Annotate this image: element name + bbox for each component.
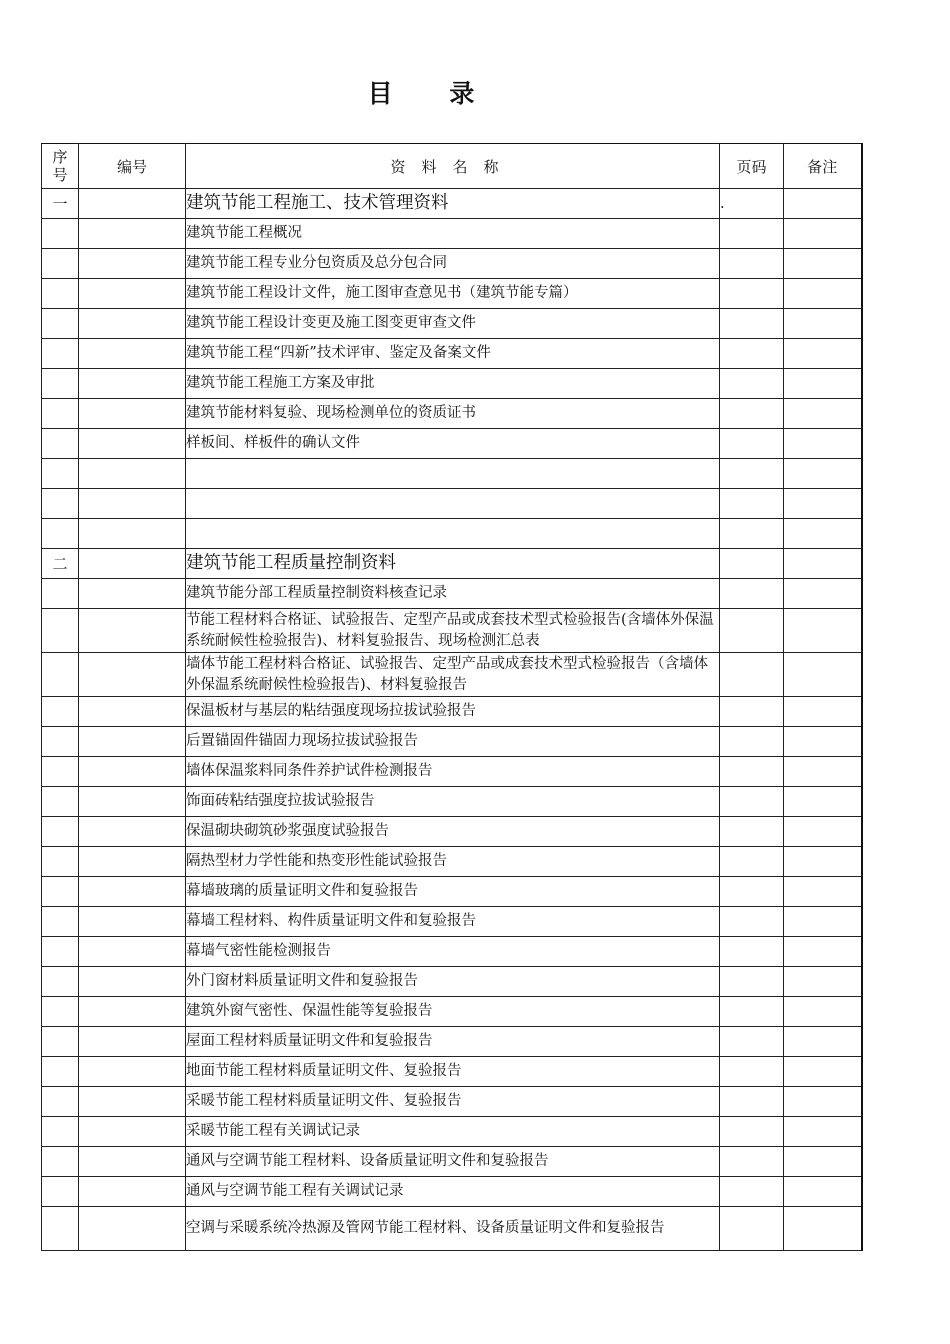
table-row	[42, 309, 862, 339]
row-code	[79, 1177, 186, 1207]
row-remark	[784, 399, 862, 429]
header-seq-label: 序号	[52, 148, 68, 184]
row-code	[79, 219, 186, 249]
row-name: 建筑外窗气密性、保温性能等复验报告	[186, 997, 720, 1027]
row-seq	[42, 309, 79, 339]
table-row	[42, 249, 862, 279]
row-remark	[784, 489, 862, 519]
row-page	[720, 967, 784, 997]
table-row	[42, 787, 862, 817]
header-name-label: 资料名称	[390, 157, 515, 176]
toc-table	[41, 143, 863, 1251]
row-name: 建筑节能工程设计变更及施工图变更审查文件	[186, 309, 720, 339]
row-seq	[42, 489, 79, 519]
table-row	[42, 653, 862, 697]
row-code	[79, 847, 186, 877]
row-name: 幕墙玻璃的质量证明文件和复验报告	[186, 877, 720, 907]
row-code	[79, 579, 186, 609]
page-title: 目 录	[367, 79, 499, 108]
row-page	[720, 727, 784, 757]
row-page	[720, 1147, 784, 1177]
table-row	[42, 1207, 862, 1251]
row-seq	[42, 219, 79, 249]
row-remark	[784, 847, 862, 877]
row-remark	[784, 249, 862, 279]
table-row	[42, 1027, 862, 1057]
row-code	[79, 309, 186, 339]
table-row	[42, 1057, 862, 1087]
row-name: 建筑节能工程设计文件，施工图审查意见书（建筑节能专篇）	[186, 279, 720, 309]
row-code	[79, 967, 186, 997]
row-seq	[42, 653, 79, 697]
row-name: 采暖节能工程材料质量证明文件、复验报告	[186, 1087, 720, 1117]
table-row	[42, 429, 862, 459]
row-code	[79, 279, 186, 309]
row-page	[720, 279, 784, 309]
row-page	[720, 1177, 784, 1207]
row-page	[720, 817, 784, 847]
row-seq	[42, 609, 79, 653]
table-row	[42, 399, 862, 429]
table-row	[42, 519, 862, 549]
row-name: 墙体保温浆料同条件养护试件检测报告	[186, 757, 720, 787]
table-row	[42, 1147, 862, 1177]
row-seq	[42, 429, 79, 459]
row-seq	[42, 339, 79, 369]
row-seq	[42, 817, 79, 847]
row-code	[79, 549, 186, 579]
row-name: 地面节能工程材料质量证明文件、复验报告	[186, 1057, 720, 1087]
row-code	[79, 369, 186, 399]
row-code	[79, 817, 186, 847]
row-seq	[42, 997, 79, 1027]
row-page	[720, 877, 784, 907]
row-page	[720, 219, 784, 249]
row-code	[79, 1147, 186, 1177]
row-remark	[784, 339, 862, 369]
row-remark	[784, 997, 862, 1027]
row-seq	[42, 907, 79, 937]
row-seq	[42, 1207, 79, 1251]
table-row	[42, 727, 862, 757]
row-page	[720, 1117, 784, 1147]
row-seq: 一	[42, 189, 79, 219]
row-seq	[42, 399, 79, 429]
row-remark	[784, 369, 862, 399]
row-seq	[42, 1147, 79, 1177]
row-page	[720, 787, 784, 817]
table-row	[42, 1177, 862, 1207]
table-row	[42, 549, 862, 579]
table-row	[42, 219, 862, 249]
table-row	[42, 907, 862, 937]
row-name: 空调与采暖系统冷热源及管网节能工程材料、设备质量证明文件和复验报告	[186, 1207, 720, 1251]
row-code	[79, 1207, 186, 1251]
row-seq	[42, 519, 79, 549]
row-remark	[784, 309, 862, 339]
row-name	[186, 519, 720, 549]
row-page	[720, 489, 784, 519]
row-page	[720, 653, 784, 697]
section-title: 建筑节能工程施工、技术管理资料	[186, 189, 720, 219]
row-name	[186, 459, 720, 489]
row-page	[720, 459, 784, 489]
row-seq	[42, 1177, 79, 1207]
table-row	[42, 459, 862, 489]
row-page	[720, 399, 784, 429]
header-name	[186, 144, 720, 189]
row-code	[79, 399, 186, 429]
row-remark	[784, 189, 862, 219]
row-code	[79, 249, 186, 279]
row-name: 幕墙工程材料、构件质量证明文件和复验报告	[186, 907, 720, 937]
row-name: 采暖节能工程有关调试记录	[186, 1117, 720, 1147]
table-row	[42, 369, 862, 399]
table-row	[42, 697, 862, 727]
row-page	[720, 369, 784, 399]
row-code	[79, 877, 186, 907]
row-page	[720, 847, 784, 877]
row-remark	[784, 1147, 862, 1177]
row-remark	[784, 877, 862, 907]
toc-body	[42, 189, 862, 1251]
row-code	[79, 1027, 186, 1057]
row-remark	[784, 1087, 862, 1117]
section-title: 建筑节能工程质量控制资料	[186, 549, 720, 579]
row-code	[79, 1117, 186, 1147]
row-remark	[784, 1057, 862, 1087]
row-code	[79, 489, 186, 519]
row-seq	[42, 1087, 79, 1117]
table-row	[42, 339, 862, 369]
row-remark	[784, 1207, 862, 1251]
row-seq	[42, 249, 79, 279]
row-code	[79, 937, 186, 967]
row-remark	[784, 1027, 862, 1057]
row-remark	[784, 519, 862, 549]
row-page	[720, 907, 784, 937]
row-code	[79, 189, 186, 219]
row-name	[186, 489, 720, 519]
row-page	[720, 429, 784, 459]
row-page	[720, 1027, 784, 1057]
row-seq	[42, 847, 79, 877]
row-page: .	[720, 189, 784, 219]
row-code	[79, 339, 186, 369]
row-code	[79, 997, 186, 1027]
row-name: 隔热型材力学性能和热变形性能试验报告	[186, 847, 720, 877]
row-page	[720, 339, 784, 369]
row-name: 通风与空调节能工程有关调试记录	[186, 1177, 720, 1207]
row-remark	[784, 219, 862, 249]
row-page	[720, 1057, 784, 1087]
row-seq	[42, 279, 79, 309]
row-name: 节能工程材料合格证、试验报告、定型产品或成套技术型式检验报告(含墙体外保温系统耐候性检验报告)、材料复验报告、现场检测汇总表	[186, 609, 720, 653]
table-row	[42, 1117, 862, 1147]
row-remark	[784, 609, 862, 653]
row-code	[79, 1057, 186, 1087]
row-seq	[42, 1057, 79, 1087]
row-name: 墙体节能工程材料合格证、试验报告、定型产品或成套技术型式检验报告（含墙体外保温系统耐候性检验报告)、材料复验报告	[186, 653, 720, 697]
row-name: 建筑节能分部工程质量控制资料核查记录	[186, 579, 720, 609]
row-page	[720, 549, 784, 579]
row-code	[79, 697, 186, 727]
row-seq	[42, 757, 79, 787]
table-row	[42, 757, 862, 787]
table-row	[42, 877, 862, 907]
table-row	[42, 279, 862, 309]
row-code	[79, 1087, 186, 1117]
row-remark	[784, 817, 862, 847]
table-row	[42, 997, 862, 1027]
table-row	[42, 847, 862, 877]
row-seq	[42, 787, 79, 817]
row-page	[720, 1087, 784, 1117]
row-name: 建筑节能工程专业分包资质及总分包合同	[186, 249, 720, 279]
row-seq: 二	[42, 549, 79, 579]
row-remark	[784, 697, 862, 727]
row-seq	[42, 937, 79, 967]
header-remark: 备注	[784, 144, 862, 189]
table-row	[42, 967, 862, 997]
row-seq	[42, 579, 79, 609]
row-name: 幕墙气密性能检测报告	[186, 937, 720, 967]
row-name: 外门窗材料质量证明文件和复验报告	[186, 967, 720, 997]
row-remark	[784, 1117, 862, 1147]
table-row	[42, 817, 862, 847]
row-remark	[784, 579, 862, 609]
row-code	[79, 609, 186, 653]
table-header-row	[42, 144, 862, 189]
row-remark	[784, 757, 862, 787]
row-remark	[784, 429, 862, 459]
row-remark	[784, 967, 862, 997]
row-seq	[42, 697, 79, 727]
header-page: 页码	[720, 144, 784, 189]
row-name: 保温砌块砌筑砂浆强度试验报告	[186, 817, 720, 847]
row-remark	[784, 459, 862, 489]
row-remark	[784, 279, 862, 309]
table-row	[42, 609, 862, 653]
row-name: 建筑节能材料复验、现场检测单位的资质证书	[186, 399, 720, 429]
row-remark	[784, 907, 862, 937]
row-name: 建筑节能工程概况	[186, 219, 720, 249]
row-page	[720, 697, 784, 727]
table-row	[42, 189, 862, 219]
row-page	[720, 519, 784, 549]
row-page	[720, 309, 784, 339]
row-page	[720, 609, 784, 653]
row-name: 通风与空调节能工程材料、设备质量证明文件和复验报告	[186, 1147, 720, 1177]
row-name: 保温板材与基层的粘结强度现场拉拔试验报告	[186, 697, 720, 727]
row-code	[79, 757, 186, 787]
row-page	[720, 757, 784, 787]
row-remark	[784, 653, 862, 697]
row-name: 后置锚固件锚固力现场拉拔试验报告	[186, 727, 720, 757]
table-row	[42, 937, 862, 967]
row-code	[79, 519, 186, 549]
row-seq	[42, 967, 79, 997]
row-seq	[42, 877, 79, 907]
row-remark	[784, 937, 862, 967]
row-remark	[784, 549, 862, 579]
row-name: 屋面工程材料质量证明文件和复验报告	[186, 1027, 720, 1057]
table-row	[42, 1087, 862, 1117]
row-name: 建筑节能工程施工方案及审批	[186, 369, 720, 399]
row-page	[720, 249, 784, 279]
row-page	[720, 579, 784, 609]
row-remark	[784, 1177, 862, 1207]
row-seq	[42, 1027, 79, 1057]
row-name: 样板间、样板件的确认文件	[186, 429, 720, 459]
table-row	[42, 579, 862, 609]
row-code	[79, 727, 186, 757]
row-code	[79, 907, 186, 937]
row-code	[79, 653, 186, 697]
header-seq	[42, 144, 79, 189]
row-remark	[784, 787, 862, 817]
row-name: 建筑节能工程“四新”技术评审、鉴定及备案文件	[186, 339, 720, 369]
row-code	[79, 429, 186, 459]
row-remark	[784, 727, 862, 757]
row-code	[79, 787, 186, 817]
row-page	[720, 937, 784, 967]
row-seq	[42, 1117, 79, 1147]
table-row	[42, 489, 862, 519]
row-name: 饰面砖粘结强度拉拔试验报告	[186, 787, 720, 817]
row-seq	[42, 459, 79, 489]
row-page	[720, 1207, 784, 1251]
header-code: 编号	[79, 144, 186, 189]
row-seq	[42, 727, 79, 757]
row-code	[79, 459, 186, 489]
row-page	[720, 997, 784, 1027]
row-seq	[42, 369, 79, 399]
